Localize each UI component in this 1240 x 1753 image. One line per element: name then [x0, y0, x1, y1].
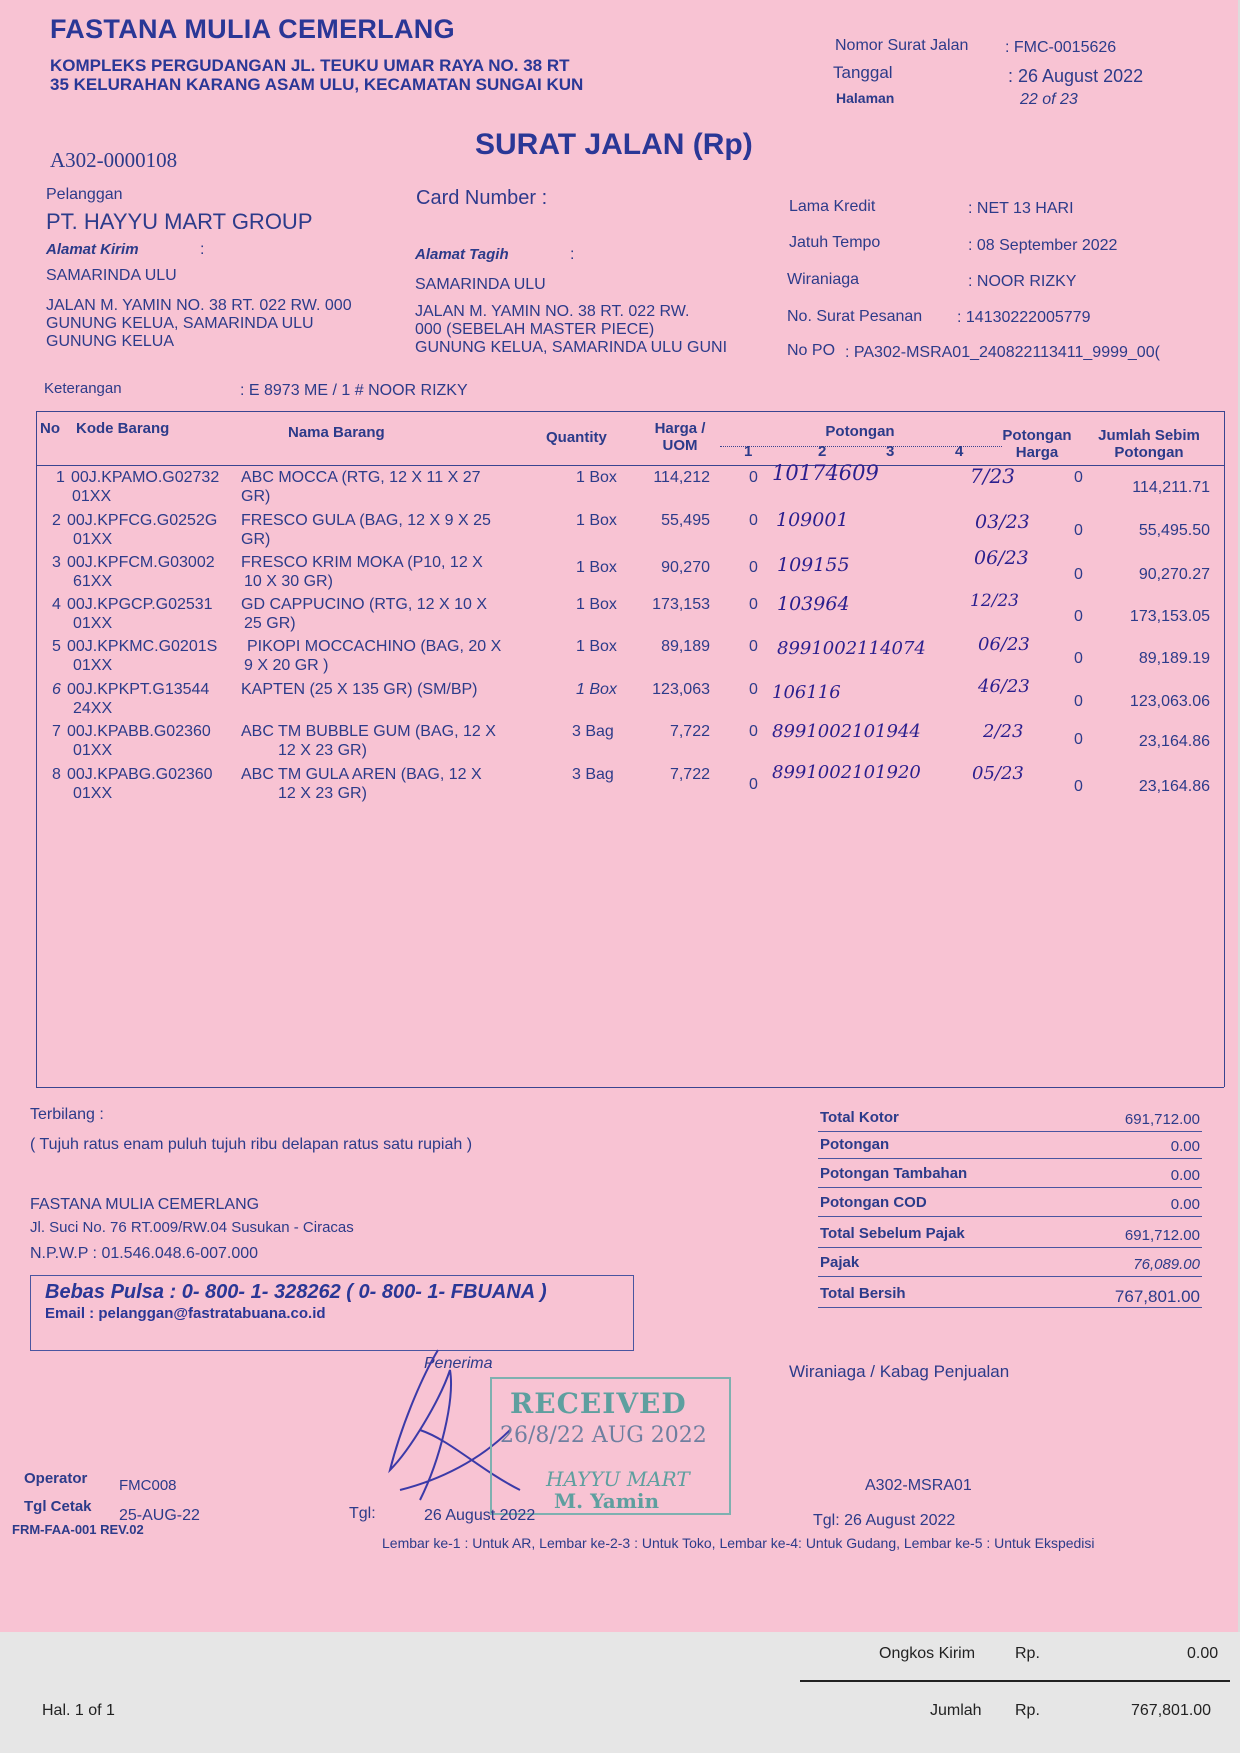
- nomor-label: Nomor Surat Jalan: [835, 37, 969, 54]
- table-row: [40, 511, 1220, 553]
- row-jumlah: 114,211.71: [1132, 479, 1210, 496]
- row-kode: [67, 765, 213, 803]
- receiver-date-label: Tgl:: [349, 1505, 376, 1522]
- contact-box: [30, 1275, 634, 1351]
- jumlah-label: Jumlah: [930, 1702, 982, 1719]
- row-potongan-1: 0: [749, 638, 758, 655]
- row-nama: [241, 722, 496, 760]
- row-no: 7: [52, 723, 61, 740]
- totals-label: Potongan COD: [820, 1194, 927, 1211]
- totals-row: [818, 1160, 1202, 1188]
- document-title: SURAT JALAN (Rp): [475, 128, 753, 161]
- col-quantity: Quantity: [546, 429, 607, 446]
- stamp-name: M. Yamin: [554, 1489, 660, 1513]
- copy-distribution-note: Lembar ke-1 : Untuk AR, Lembar ke-2-3 : Untuk Toko, Lembar ke-4: Untuk Gudang, Lembar ke-5 : Untuk Ekspedisi: [382, 1535, 1095, 1551]
- row-no: 4: [52, 596, 61, 613]
- totals-value: 76,089.00: [1133, 1256, 1200, 1273]
- row-kode-line2: 01XX: [73, 657, 113, 674]
- row-handwritten-date: 05/23: [972, 763, 1024, 784]
- row-harga: 90,270: [661, 559, 710, 576]
- totals-label: Pajak: [820, 1254, 860, 1271]
- row-kode-line1: 00J.KPFCM.G03002: [67, 554, 215, 571]
- alamat-tagih-line4: GUNUNG KELUA, SAMARINDA ULU GUNI: [415, 339, 728, 356]
- row-nama: [241, 511, 491, 549]
- row-harga: 55,495: [661, 512, 710, 529]
- row-nama-line1: KAPTEN (25 X 135 GR) (SM/BP): [241, 681, 478, 698]
- table-right-border: [1224, 411, 1225, 1087]
- totals-value: 691,712.00: [1124, 1111, 1200, 1128]
- operator-value: FMC008: [119, 1477, 177, 1494]
- alamat-tagih-line1: SAMARINDA ULU: [415, 276, 546, 293]
- row-potongan-harga: 0: [1074, 650, 1083, 667]
- row-handwritten-date: 03/23: [975, 511, 1030, 533]
- row-nama: [241, 553, 483, 591]
- row-kode-line1: 00J.KPAMO.G02732: [71, 469, 220, 486]
- page-footer: [0, 1632, 1240, 1753]
- row-nama-line2: 12 X 23 GR): [278, 785, 367, 802]
- stamp-date: 26/8/22 AUG 2022: [500, 1423, 707, 1448]
- keterangan-label: Keterangan: [44, 380, 122, 397]
- row-nama-line2: 9 X 20 GR ): [244, 657, 329, 674]
- totals-label: Potongan Tambahan: [820, 1165, 968, 1182]
- alamat-tagih-block: [415, 303, 727, 357]
- row-nama-line1: PIKOPI MOCCACHINO (BAG, 20 X: [247, 638, 502, 655]
- col-potongan-harga-line1: Potongan: [1002, 427, 1072, 444]
- col-potongan-harga-line2: Harga: [1015, 444, 1059, 461]
- row-handwritten-code: 8991002101944: [772, 721, 921, 742]
- row-handwritten-code: 103964: [777, 593, 850, 615]
- col-jumlah-line2: Potongan: [1114, 444, 1184, 461]
- col-potongan-1: 1: [744, 443, 753, 460]
- table-row: [40, 461, 1220, 510]
- row-harga: 114,212: [653, 469, 710, 486]
- company-address-line2: 35 KELURAHAN KARANG ASAM ULU, KECAMATAN SUNGAI KUN: [50, 75, 584, 94]
- pelanggan-label: Pelanggan: [46, 186, 123, 203]
- totals-value: 767,801.00: [1114, 1287, 1200, 1306]
- col-potongan-3: 3: [886, 443, 895, 460]
- footer-npwp: N.P.W.P : 01.546.048.6-007.000: [30, 1245, 259, 1262]
- jumlah-rp: Rp.: [1015, 1702, 1040, 1719]
- row-nama-line2: GR): [241, 488, 271, 505]
- row-nama: [241, 765, 482, 803]
- row-nama-line1: ABC TM GULA AREN (BAG, 12 X: [241, 766, 482, 783]
- col-jumlah-line1: Jumlah Sebim: [1098, 427, 1200, 444]
- col-potongan-4: 4: [955, 443, 964, 460]
- row-kode-line1: 00J.KPGCP.G02531: [67, 596, 213, 613]
- footer-company-name: FASTANA MULIA CEMERLANG: [30, 1196, 260, 1213]
- row-quantity: 1 Box: [576, 596, 617, 613]
- received-stamp: [490, 1377, 731, 1515]
- row-handwritten-date: 7/23: [970, 464, 1015, 488]
- row-potongan-1: 0: [749, 596, 758, 613]
- totals-label: Potongan: [820, 1136, 890, 1153]
- row-kode-line2: 01XX: [73, 531, 113, 548]
- totals-label: Total Bersih: [820, 1285, 906, 1302]
- company-address-line1: KOMPLEKS PERGUDANGAN JL. TEUKU UMAR RAYA NO. 38 RT: [50, 56, 570, 75]
- col-harga-line2: UOM: [662, 437, 698, 454]
- tanggal-value: : 26 August 2022: [1008, 66, 1144, 86]
- alamat-kirim-line2: JALAN M. YAMIN NO. 38 RT. 022 RW. 000: [46, 297, 352, 314]
- alamat-kirim-colon: :: [200, 241, 205, 258]
- row-kode-line2: 24XX: [73, 700, 113, 717]
- col-kode: Kode Barang: [76, 420, 170, 437]
- row-kode-line2: 01XX: [73, 615, 113, 632]
- row-kode-line2: 01XX: [73, 785, 113, 802]
- row-kode-line1: 00J.KPABB.G02360: [67, 723, 211, 740]
- footer-rule: [800, 1680, 1230, 1682]
- row-kode: [67, 680, 209, 718]
- alamat-tagih-colon: :: [570, 246, 575, 263]
- row-potongan-1: 0: [749, 469, 758, 486]
- totals-value: 0.00: [1170, 1167, 1200, 1184]
- col-nama: Nama Barang: [288, 424, 385, 441]
- row-quantity: 1 Box: [576, 559, 617, 576]
- alamat-tagih-label: Alamat Tagih: [415, 246, 509, 263]
- row-kode-line1: 00J.KPKMC.G0201S: [67, 638, 218, 655]
- alamat-kirim-line4: GUNUNG KELUA: [46, 333, 175, 350]
- card-number-label: Card Number :: [416, 187, 548, 209]
- row-no: 3: [52, 554, 61, 571]
- alamat-kirim-label: Alamat Kirim: [46, 241, 139, 258]
- row-potongan-harga: 0: [1074, 469, 1083, 486]
- row-nama: [244, 637, 502, 675]
- row-potongan-1: 0: [749, 776, 758, 793]
- company-address: [50, 56, 583, 94]
- alamat-tagih-line2: JALAN M. YAMIN NO. 38 RT. 022 RW.: [415, 303, 690, 320]
- terbilang-label: Terbilang :: [30, 1106, 104, 1123]
- tgl-cetak-label: Tgl Cetak: [24, 1498, 92, 1515]
- surat-pesanan-value: : 14130222005779: [957, 309, 1091, 326]
- totals-row: [818, 1104, 1202, 1132]
- row-potongan-1: 0: [749, 559, 758, 576]
- row-no: 5: [52, 638, 61, 655]
- no-po-value: : PA302-MSRA01_240822113411_9999_00(: [845, 344, 1160, 361]
- wiraniaga-value: : NOOR RIZKY: [968, 273, 1077, 290]
- stamp-received: RECEIVED: [510, 1387, 687, 1420]
- footer-company-address: Jl. Suci No. 76 RT.009/RW.04 Susukan - Ciracas: [30, 1219, 354, 1236]
- row-kode: [67, 511, 217, 549]
- row-kode-line1: 00J.KPFCG.G0252G: [67, 512, 218, 529]
- lama-kredit-value: : NET 13 HARI: [968, 200, 1074, 217]
- col-potongan: Potongan: [825, 423, 895, 440]
- row-potongan-harga: 0: [1074, 778, 1083, 795]
- ongkos-kirim-label: Ongkos Kirim: [879, 1645, 976, 1662]
- row-potongan-harga: 0: [1074, 566, 1083, 583]
- alamat-kirim-line3: GUNUNG KELUA, SAMARINDA ULU: [46, 315, 314, 332]
- row-handwritten-date: 12/23: [970, 591, 1019, 611]
- totals-label: Total Sebelum Pajak: [820, 1225, 965, 1242]
- halaman-value: 22 of 23: [1020, 91, 1078, 108]
- row-potongan-harga: 0: [1074, 522, 1083, 539]
- row-no: 6: [52, 681, 61, 698]
- company-name: FASTANA MULIA CEMERLANG: [50, 14, 455, 44]
- row-potongan-harga: 0: [1074, 693, 1083, 710]
- row-handwritten-code: 106116: [772, 682, 841, 703]
- tanggal-label: Tanggal: [833, 63, 893, 82]
- row-handwritten-code: 8991002101920: [772, 762, 921, 783]
- row-nama-line2: 10 X 30 GR): [244, 573, 333, 590]
- operator-label: Operator: [24, 1470, 88, 1487]
- wiraniaga-label: Wiraniaga: [787, 271, 860, 288]
- toll-free-number: Bebas Pulsa : 0- 800- 1- 328262 ( 0- 800- 1- FBUANA ): [45, 1281, 547, 1303]
- row-quantity: 1 Box: [576, 469, 617, 486]
- header-bottom-rule: [36, 465, 1224, 466]
- row-jumlah: 55,495.50: [1138, 522, 1210, 539]
- row-handwritten-code: 8991002114074: [777, 638, 926, 659]
- totals-value: 0.00: [1170, 1196, 1200, 1213]
- row-nama-line2: GR): [241, 531, 271, 548]
- row-nama-line2: 12 X 23 GR): [278, 742, 367, 759]
- table-row: [40, 591, 1220, 637]
- sales-code: A302-MSRA01: [865, 1477, 972, 1494]
- wiraniaga-kabag-label: Wiraniaga / Kabag Penjualan: [789, 1362, 1010, 1381]
- row-handwritten-date: 06/23: [974, 547, 1029, 569]
- alamat-kirim-block: [46, 297, 352, 351]
- row-handwritten-date: 46/23: [978, 676, 1030, 697]
- contact-email: Email : pelanggan@fastratabuana.co.id: [45, 1305, 326, 1322]
- row-nama: [241, 680, 478, 699]
- totals-row: [818, 1131, 1202, 1159]
- row-handwritten-date: 2/23: [983, 721, 1024, 742]
- row-potongan-1: 0: [749, 512, 758, 529]
- row-quantity: 3 Bag: [572, 766, 614, 783]
- row-nama-line1: FRESCO KRIM MOKA (P10, 12 X: [241, 554, 483, 571]
- tgl-cetak-value: 25-AUG-22: [119, 1507, 200, 1524]
- reference-code: A302-0000108: [50, 148, 178, 172]
- row-quantity: 3 Bag: [572, 723, 614, 740]
- row-nama-line1: FRESCO GULA (BAG, 12 X 9 X 25: [241, 512, 491, 529]
- jatuh-tempo-value: : 08 September 2022: [968, 237, 1118, 254]
- col-potongan-harga: [992, 427, 1082, 461]
- row-kode-line1: 00J.KPABG.G02360: [67, 766, 213, 783]
- stamp-store: HAYYU MART: [546, 1467, 690, 1491]
- row-handwritten-code: 10174609: [772, 461, 879, 485]
- row-jumlah: 23,164.86: [1138, 778, 1210, 795]
- row-kode: [67, 553, 215, 591]
- row-kode-line2: 01XX: [72, 488, 112, 505]
- row-nama-line1: ABC MOCCA (RTG, 12 X 11 X 27: [241, 469, 481, 486]
- col-jumlah: [1088, 427, 1210, 461]
- row-no: 8: [52, 766, 61, 783]
- row-kode-line1: 00J.KPKPT.G13544: [67, 681, 210, 698]
- col-potongan-2: 2: [818, 443, 827, 460]
- row-nama: [241, 468, 481, 506]
- terbilang-value: ( Tujuh ratus enam puluh tujuh ribu delapan ratus satu rupiah ): [30, 1136, 473, 1153]
- row-handwritten-code: 109001: [776, 509, 849, 531]
- totals-row: [818, 1220, 1202, 1248]
- halaman-label: Halaman: [836, 90, 895, 106]
- table-row: [40, 676, 1220, 722]
- row-kode-line2: 01XX: [73, 742, 113, 759]
- row-nama-line1: ABC TM BUBBLE GUM (BAG, 12 X: [241, 723, 496, 740]
- surat-pesanan-label: No. Surat Pesanan: [787, 308, 923, 325]
- keterangan-value: : E 8973 ME / 1 # NOOR RIZKY: [240, 382, 468, 399]
- row-quantity: 1 Box: [576, 638, 617, 655]
- table-row: [40, 547, 1220, 595]
- nomor-value: : FMC-0015626: [1005, 39, 1117, 56]
- col-no: No: [40, 420, 60, 437]
- row-kode: [67, 595, 213, 633]
- table-row: [40, 722, 1220, 764]
- row-harga: 89,189: [661, 638, 710, 655]
- jumlah-value: 767,801.00: [1131, 1702, 1212, 1719]
- row-nama-line1: GD CAPPUCINO (RTG, 12 X 10 X: [241, 596, 487, 613]
- table-left-border: [36, 411, 37, 1087]
- totals-row: [818, 1189, 1202, 1217]
- row-harga: 7,722: [669, 723, 710, 740]
- totals-label: Total Kotor: [820, 1109, 899, 1126]
- ongkos-kirim-value: 0.00: [1187, 1645, 1219, 1662]
- row-potongan-harga: 0: [1074, 608, 1083, 625]
- receiver-date-value: 26 August 2022: [424, 1507, 536, 1524]
- row-kode: [67, 637, 217, 675]
- row-handwritten-code: 109155: [777, 554, 850, 576]
- col-harga: [645, 420, 715, 454]
- form-code: FRM-FAA-001 REV.02: [12, 1522, 144, 1537]
- row-nama: [241, 595, 487, 633]
- row-jumlah: 173,153.05: [1129, 608, 1210, 625]
- row-harga: 123,063: [652, 681, 710, 698]
- table-row: [40, 762, 1220, 807]
- row-handwritten-date: 06/23: [978, 634, 1030, 655]
- customer-name: PT. HAYYU MART GROUP: [46, 209, 313, 234]
- lama-kredit-label: Lama Kredit: [789, 198, 876, 215]
- row-kode: [71, 468, 219, 506]
- totals-row: [818, 1249, 1202, 1277]
- row-kode: [67, 722, 211, 760]
- row-harga: 7,722: [669, 766, 710, 783]
- totals-value: 0.00: [1170, 1138, 1200, 1155]
- col-harga-line1: Harga /: [654, 420, 706, 437]
- no-po-label: No PO: [787, 342, 836, 359]
- totals-value: 691,712.00: [1124, 1227, 1200, 1244]
- row-potongan-harga: 0: [1074, 731, 1083, 748]
- alamat-kirim-line1: SAMARINDA ULU: [46, 267, 177, 284]
- table-row: [40, 634, 1220, 679]
- row-quantity: 1 Box: [576, 512, 617, 529]
- totals-row: [818, 1280, 1202, 1308]
- row-no: 1: [56, 469, 65, 486]
- row-potongan-1: 0: [749, 723, 758, 740]
- row-jumlah: 123,063.06: [1129, 693, 1210, 710]
- row-quantity: 1 Box: [576, 681, 617, 698]
- ongkos-kirim-rp: Rp.: [1015, 1645, 1040, 1662]
- jatuh-tempo-label: Jatuh Tempo: [789, 234, 881, 251]
- row-harga: 173,153: [652, 596, 710, 613]
- row-jumlah: 90,270.27: [1138, 566, 1210, 583]
- row-potongan-1: 0: [749, 681, 758, 698]
- alamat-tagih-line3: 000 (SEBELAH MASTER PIECE): [415, 321, 655, 338]
- page-number: Hal. 1 of 1: [42, 1702, 115, 1719]
- row-jumlah: 89,189.19: [1138, 650, 1210, 667]
- sales-date: Tgl: 26 August 2022: [813, 1512, 956, 1529]
- row-no: 2: [52, 512, 61, 529]
- table-top-border: [36, 411, 1224, 412]
- row-nama-line2: 25 GR): [244, 615, 296, 632]
- row-kode-line2: 61XX: [73, 573, 113, 590]
- penerima-label: Penerima: [424, 1355, 493, 1372]
- table-bottom-border: [36, 1087, 1224, 1088]
- row-jumlah: 23,164.86: [1138, 733, 1210, 750]
